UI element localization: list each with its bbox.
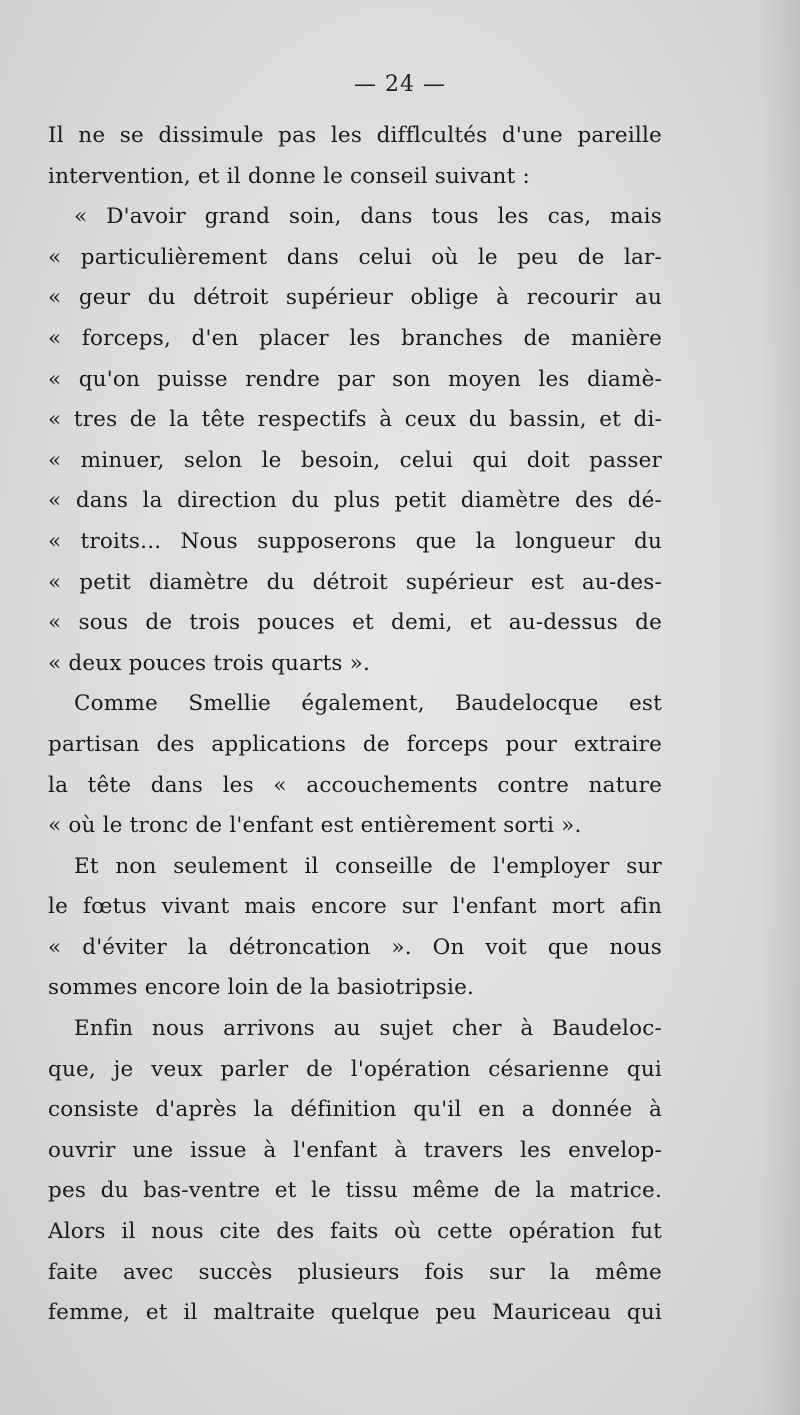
page-number: — 24 — bbox=[354, 72, 446, 97]
text-line: « deux pouces trois quarts ». bbox=[48, 650, 371, 676]
text-line: Enfin nous arrivons au sujet cher à Baudeloc- bbox=[74, 1016, 662, 1042]
text-line: consiste d'après la définition qu'il en a donnée à bbox=[48, 1097, 662, 1123]
text-line: Comme Smellie également, Baudelocque est bbox=[74, 691, 662, 717]
text-line: « troits... Nous supposerons que la longueur du bbox=[48, 528, 662, 554]
text-line: « d'éviter la détroncation ». On voit que nous bbox=[48, 934, 662, 960]
text-line: « particulièrement dans celui où le peu de lar- bbox=[48, 244, 662, 270]
text-line: partisan des applications de forceps pour extraire bbox=[48, 731, 662, 757]
text-line: « petit diamètre du détroit supérieur est au-des- bbox=[48, 569, 662, 595]
text-line: que, je veux parler de l'opération césarienne qui bbox=[48, 1056, 662, 1082]
text-line: « qu'on puisse rendre par son moyen les diamè- bbox=[48, 366, 662, 392]
text-line: « forceps, d'en placer les branches de manière bbox=[48, 325, 662, 351]
text-line: « D'avoir grand soin, dans tous les cas, mais bbox=[74, 204, 662, 230]
text-line: « minuer, selon le besoin, celui qui doit passer bbox=[48, 447, 662, 473]
text-line: Et non seulement il conseille de l'employer sur bbox=[74, 853, 662, 879]
text-line: « sous de trois pouces et demi, et au-dessus de bbox=[48, 610, 662, 636]
text-line: « tres de la tête respectifs à ceux du bassin, et di- bbox=[48, 407, 662, 433]
text-line: pes du bas-ventre et le tissu même de la matrice. bbox=[48, 1178, 662, 1204]
body-text bbox=[48, 116, 662, 1334]
text-line: ouvrir une issue à l'enfant à travers les envelop- bbox=[48, 1137, 662, 1163]
text-line: « geur du détroit supérieur oblige à recourir au bbox=[48, 285, 662, 311]
text-line: Il ne se dissimule pas les difflcultés d'une pareille bbox=[48, 123, 662, 148]
text-line: femme, et il maltraite quelque peu Mauriceau qui bbox=[48, 1300, 662, 1326]
text-line: intervention, et il donne le conseil suivant : bbox=[48, 163, 530, 189]
text-line: la tête dans les « accouchements contre nature bbox=[48, 772, 662, 798]
page-edge-shadow bbox=[760, 0, 800, 1415]
text-line: sommes encore loin de la basiotripsie. bbox=[48, 975, 475, 1001]
text-line: Alors il nous cite des faits où cette opération fut bbox=[48, 1219, 662, 1245]
text-line: « dans la direction du plus petit diamètre des dé- bbox=[48, 488, 662, 514]
text-line: faite avec succès plusieurs fois sur la même bbox=[48, 1259, 662, 1285]
text-line: « où le tronc de l'enfant est entièrement sorti ». bbox=[48, 813, 582, 839]
text-line: le fœtus vivant mais encore sur l'enfant mort afin bbox=[48, 894, 662, 920]
